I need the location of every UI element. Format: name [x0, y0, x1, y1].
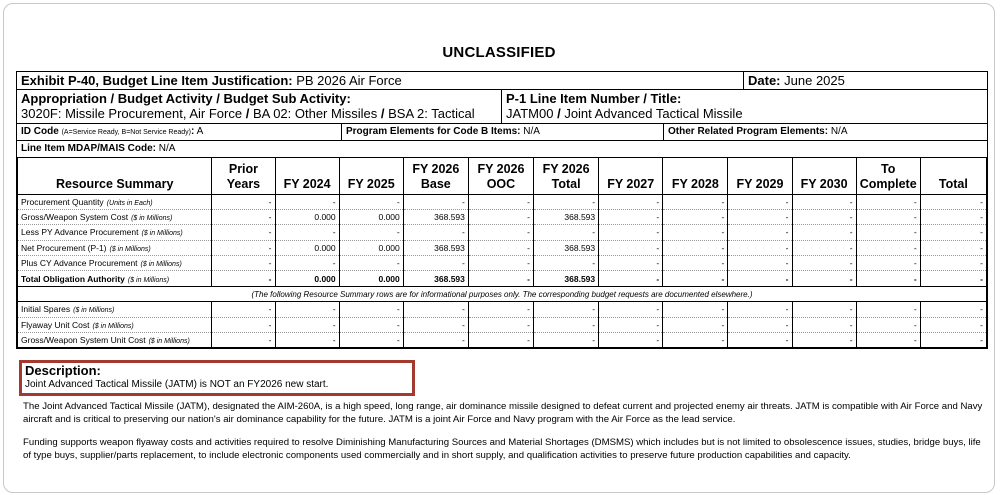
table-cell: -	[339, 333, 403, 348]
row-label	[18, 225, 212, 240]
table-cell: -	[663, 333, 728, 348]
table-cell: -	[856, 225, 920, 240]
table-cell: -	[856, 333, 920, 348]
table-cell: -	[468, 333, 533, 348]
table-cell: 368.593	[534, 271, 599, 286]
table-row	[18, 302, 987, 317]
column-header	[18, 158, 212, 194]
other-pe-cell	[663, 124, 987, 140]
appropriation-part: BA 02: Other Missiles	[252, 106, 378, 121]
separator: /	[557, 106, 561, 121]
description-title: Description:	[25, 363, 101, 378]
column-header-line: Years	[226, 176, 261, 191]
table-row	[18, 256, 987, 271]
table-cell: -	[599, 240, 663, 255]
pe-b-cell	[341, 124, 663, 140]
p1-cell	[501, 90, 987, 123]
row-label-text: Plus CY Advance Procurement	[21, 258, 138, 269]
table-cell: -	[792, 194, 856, 209]
table-cell: -	[212, 333, 275, 348]
table-cell: -	[212, 209, 275, 224]
table-row	[18, 209, 987, 224]
table-cell: 368.593	[534, 209, 599, 224]
table-cell: -	[920, 302, 986, 317]
row-unit: ($ in Millions)	[141, 230, 183, 238]
table-cell: -	[599, 194, 663, 209]
column-header-line: Base	[420, 176, 451, 191]
table-cell: -	[599, 317, 663, 332]
table-cell: -	[534, 302, 599, 317]
date-label: Date:	[748, 73, 781, 88]
table-row	[18, 194, 987, 209]
description-paragraph-1: The Joint Advanced Tactical Missile (JATM), designated the AIM-260A, is a high speed, long range, air dominance missile designed to defeat current and projected enemy air threats. JATM is compatible with Air Force and Navy aircraft and is critical to preserving our nation's air dominance capability for the future. JATM is a joint Air Force and Navy program with the Air Force as the lead service.	[23, 401, 983, 425]
row-label	[18, 317, 212, 332]
table-cell: -	[534, 317, 599, 332]
table-cell: -	[663, 317, 728, 332]
table-cell: -	[403, 194, 468, 209]
table-cell: -	[275, 256, 339, 271]
separator: /	[245, 106, 250, 121]
column-header-line: Prior	[228, 161, 259, 176]
column-header-line: FY 2026	[542, 161, 590, 176]
table-cell: -	[728, 240, 792, 255]
column-header	[339, 158, 403, 194]
table-cell: -	[728, 225, 792, 240]
id-code-note: (A=Service Ready, B=Not Service Ready)	[61, 129, 191, 136]
table-cell: -	[792, 225, 856, 240]
id-code-cell: ID Code (A=Service Ready, B=Not Service Ready): A	[21, 126, 204, 137]
table-cell: -	[212, 225, 275, 240]
table-cell: -	[468, 302, 533, 317]
table-cell: -	[212, 194, 275, 209]
column-header	[403, 158, 468, 194]
table-cell: -	[339, 317, 403, 332]
table-cell: -	[339, 225, 403, 240]
column-header-line: OOC	[486, 176, 516, 191]
row-unit: ($ in Millions)	[127, 276, 170, 284]
appropriation-part: BSA 2: Tactical	[388, 106, 475, 121]
column-header	[275, 158, 339, 194]
row-label-text: Total Obligation Authority	[21, 273, 125, 284]
table-cell: -	[468, 256, 533, 271]
column-header-line: FY 2029	[736, 176, 784, 191]
table-cell: 0.000	[275, 240, 339, 255]
column-header-line: FY 2026	[477, 161, 525, 176]
row-unit: ($ in Millions)	[131, 215, 173, 223]
table-cell: 0.000	[275, 271, 339, 286]
table-cell: -	[920, 317, 986, 332]
table-cell: -	[275, 317, 339, 332]
row-label-text: Less PY Advance Procurement	[21, 227, 139, 238]
table-cell: -	[663, 271, 728, 286]
appropriation-value	[21, 106, 497, 121]
column-header	[920, 158, 986, 194]
description-paragraph-2: Funding supports weapon flyaway costs and activities required to resolve Diminishing Manufacturing Sources and Material Shortages (DMSMS) which includes but is not limited to obsolescence issues, studies, bridge buys, life of type buys, supplier/parts replacement, to include electronic components used commercially and in short supply, and qualification activities to preserve future production capabilities and capacity.	[23, 437, 981, 461]
table-row	[18, 240, 987, 255]
row-unit: (Units in Each)	[106, 199, 153, 207]
table-row	[18, 271, 987, 286]
row-label	[18, 194, 212, 209]
description-highlight-box	[19, 360, 415, 396]
table-cell: -	[339, 194, 403, 209]
table-cell: -	[792, 240, 856, 255]
row-label-text: Gross/Weapon System Cost	[21, 212, 129, 223]
table-cell: -	[468, 194, 533, 209]
pe-b-value: N/A	[523, 126, 540, 137]
id-code-label: ID Code	[21, 126, 59, 137]
row-label	[18, 271, 212, 286]
p1-value	[506, 106, 983, 121]
document-page	[3, 3, 995, 493]
table-cell: -	[468, 240, 533, 255]
table-cell: -	[792, 302, 856, 317]
row-unit: ($ in Millions)	[109, 245, 151, 253]
column-header-line: Resource Summary	[55, 176, 174, 191]
table-row	[18, 317, 987, 332]
row-label-text: Flyaway Unit Cost	[21, 319, 90, 330]
p1-label: P-1 Line Item Number / Title:	[506, 91, 682, 106]
table-cell: -	[663, 302, 728, 317]
resource-summary-body	[18, 194, 987, 348]
table-cell: -	[663, 209, 728, 224]
table-cell: -	[599, 302, 663, 317]
table-cell: -	[599, 209, 663, 224]
table-cell: -	[663, 256, 728, 271]
exhibit-row	[17, 72, 987, 90]
table-cell: -	[728, 209, 792, 224]
id-code-value: A	[196, 126, 204, 137]
column-header-line: To	[881, 161, 896, 176]
id-code-row	[17, 124, 987, 141]
table-cell: 0.000	[339, 271, 403, 286]
column-header	[792, 158, 856, 194]
table-cell: -	[275, 333, 339, 348]
exhibit-value: PB 2026 Air Force	[296, 73, 402, 88]
mdap-row	[17, 141, 987, 158]
table-cell: -	[212, 317, 275, 332]
table-cell: -	[403, 302, 468, 317]
table-cell: -	[275, 302, 339, 317]
row-unit: ($ in Millions)	[92, 322, 134, 330]
table-cell: 368.593	[534, 240, 599, 255]
table-cell: 368.593	[403, 209, 468, 224]
column-header	[728, 158, 792, 194]
table-cell: -	[403, 256, 468, 271]
pe-b-label: Program Elements for Code B Items:	[346, 126, 521, 137]
table-cell: -	[599, 333, 663, 348]
table-cell: -	[728, 302, 792, 317]
row-label	[18, 333, 212, 348]
table-row	[18, 225, 987, 240]
table-cell: -	[403, 225, 468, 240]
table-cell: -	[534, 194, 599, 209]
table-cell: -	[212, 302, 275, 317]
column-header	[212, 158, 275, 194]
mdap-value: N/A	[158, 143, 176, 154]
table-cell: -	[856, 209, 920, 224]
table-cell: -	[856, 194, 920, 209]
table-cell: -	[599, 256, 663, 271]
column-header	[468, 158, 533, 194]
table-cell: -	[920, 256, 986, 271]
table-cell: -	[212, 256, 275, 271]
table-cell: -	[920, 271, 986, 286]
appropriation-label: Appropriation / Budget Activity / Budget Sub Activity:	[21, 91, 351, 106]
table-cell: -	[792, 317, 856, 332]
classification-banner: UNCLASSIFIED	[442, 44, 556, 61]
table-cell: -	[534, 225, 599, 240]
table-cell: -	[728, 333, 792, 348]
table-cell: -	[663, 225, 728, 240]
mdap-cell	[17, 141, 987, 157]
other-pe-value: N/A	[830, 126, 848, 137]
table-cell: -	[856, 271, 920, 286]
resource-summary-header-row	[18, 158, 987, 194]
table-cell: -	[792, 271, 856, 286]
column-header-line: FY 2028	[671, 176, 719, 191]
date-value: June 2025	[784, 73, 845, 88]
table-cell: -	[468, 271, 533, 286]
table-cell: -	[275, 225, 339, 240]
column-header-line: FY 2026	[412, 161, 460, 176]
column-header-line: FY 2030	[800, 176, 848, 191]
table-cell: -	[275, 194, 339, 209]
appropriation-row	[17, 90, 987, 124]
p1-part: JATM00	[506, 106, 554, 121]
column-header	[663, 158, 728, 194]
p40-exhibit-form	[16, 71, 988, 349]
row-label	[18, 240, 212, 255]
table-cell: -	[920, 194, 986, 209]
table-cell: -	[920, 225, 986, 240]
table-cell: -	[728, 271, 792, 286]
table-cell: -	[728, 256, 792, 271]
table-cell: -	[856, 256, 920, 271]
table-cell: -	[920, 240, 986, 255]
column-header-line: Total	[938, 176, 968, 191]
exhibit-cell	[17, 72, 743, 89]
table-cell: -	[920, 333, 986, 348]
resource-summary-table	[17, 158, 987, 348]
table-cell: -	[856, 240, 920, 255]
description-highlight-text: Joint Advanced Tactical Missile (JATM) is NOT an FY2026 new start.	[25, 379, 329, 390]
table-cell: -	[534, 333, 599, 348]
table-cell: -	[468, 317, 533, 332]
table-cell: -	[468, 225, 533, 240]
other-pe-label: Other Related Program Elements:	[668, 126, 829, 137]
column-header-line: FY 2024	[283, 176, 331, 191]
table-cell: 368.593	[403, 240, 468, 255]
row-label-text: Initial Spares	[21, 304, 71, 315]
table-cell: -	[339, 302, 403, 317]
table-cell: -	[534, 256, 599, 271]
table-cell: -	[212, 240, 275, 255]
row-label	[18, 302, 212, 317]
table-cell: -	[403, 317, 468, 332]
table-cell: -	[792, 256, 856, 271]
table-cell: -	[212, 271, 275, 286]
date-cell	[743, 72, 987, 89]
table-cell: -	[792, 209, 856, 224]
table-cell: -	[856, 302, 920, 317]
table-row	[18, 333, 987, 348]
table-cell: -	[920, 209, 986, 224]
table-cell: -	[663, 194, 728, 209]
p1-part: Joint Advanced Tactical Missile	[564, 106, 743, 121]
table-cell: -	[468, 209, 533, 224]
table-cell: -	[339, 256, 403, 271]
table-cell: 0.000	[275, 209, 339, 224]
appropriation-part: 3020F: Missile Procurement, Air Force	[21, 106, 243, 121]
column-header	[856, 158, 920, 194]
table-cell: -	[728, 317, 792, 332]
table-cell: -	[403, 333, 468, 348]
column-header	[599, 158, 663, 194]
column-header	[534, 158, 599, 194]
table-cell: -	[728, 194, 792, 209]
column-header-line: Complete	[859, 176, 917, 191]
column-header-line: FY 2027	[607, 176, 655, 191]
table-cell: 368.593	[403, 271, 468, 286]
row-label-text: Procurement Quantity	[21, 196, 104, 207]
row-label-text: Net Procurement (P-1)	[21, 242, 107, 253]
column-header-line: Total	[551, 176, 581, 191]
appropriation-cell	[17, 90, 501, 123]
table-cell: -	[599, 271, 663, 286]
table-cell: 0.000	[339, 209, 403, 224]
table-cell: 0.000	[339, 240, 403, 255]
table-cell: -	[856, 317, 920, 332]
row-label-text: Gross/Weapon System Unit Cost	[21, 335, 146, 346]
row-unit: ($ in Millions)	[148, 338, 190, 346]
informational-note-row	[18, 286, 987, 301]
row-unit: ($ in Millions)	[140, 261, 182, 269]
exhibit-label: Exhibit P-40, Budget Line Item Justification:	[21, 73, 293, 88]
row-unit: ($ in Millions)	[73, 307, 115, 315]
table-cell: -	[663, 240, 728, 255]
row-label	[18, 256, 212, 271]
row-label	[18, 209, 212, 224]
column-header-line: FY 2025	[347, 176, 395, 191]
table-cell: -	[792, 333, 856, 348]
informational-note: (The following Resource Summary rows are for informational purposes only. The corresponding budget requests are documented elsewhere.)	[18, 286, 987, 301]
mdap-label: Line Item MDAP/MAIS Code:	[21, 143, 157, 154]
separator: /	[380, 106, 385, 121]
table-cell: -	[599, 225, 663, 240]
